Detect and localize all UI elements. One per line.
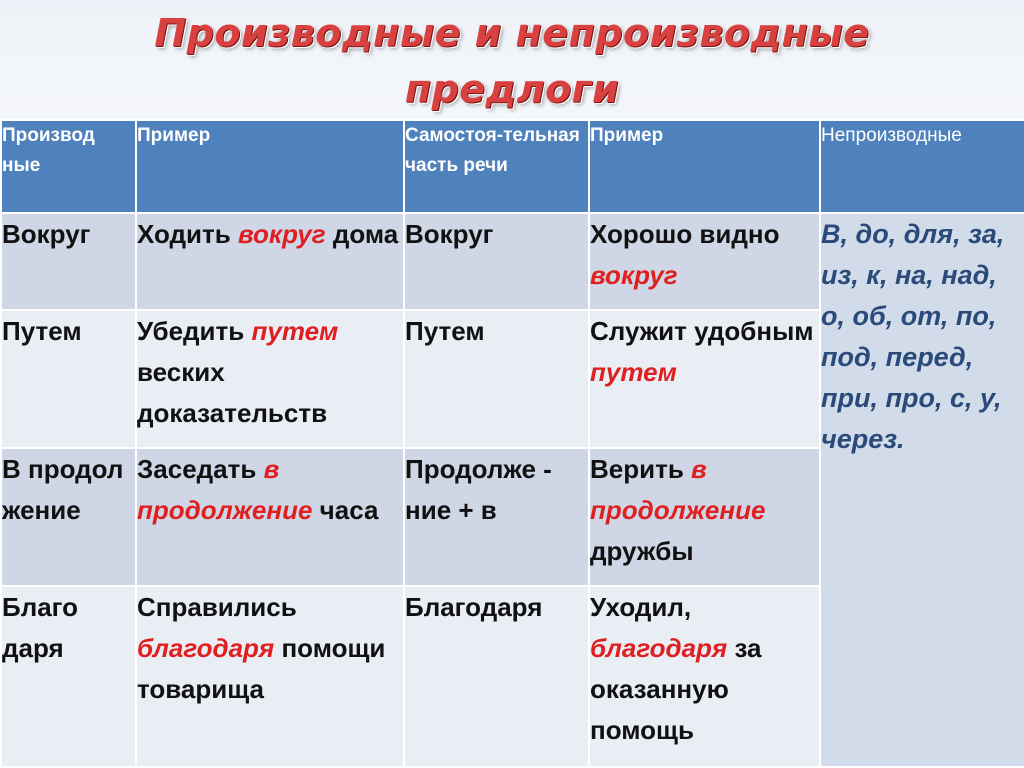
derived-cell: Вокруг: [1, 213, 136, 310]
slide-title-line2: предлоги: [404, 67, 620, 111]
header-derived: Производ ные: [1, 120, 136, 213]
example-text: Справились: [137, 591, 297, 622]
table-row: [1, 213, 1024, 310]
example-cell: [136, 310, 404, 448]
table-header-row: [1, 120, 1024, 213]
header-example: Пример: [136, 120, 404, 213]
example-text: Служит удобным: [590, 316, 814, 347]
example-cell: [136, 213, 404, 310]
example-cell: [136, 448, 404, 586]
header-part-of-speech: Самостоя-тельная часть речи: [404, 120, 589, 213]
header-example-2: Пример: [589, 120, 820, 213]
example-text: Ходить: [137, 219, 238, 250]
highlighted-preposition: путем: [590, 357, 677, 388]
header-non-derived: Непроизводные: [820, 120, 1024, 213]
example-cell: [589, 448, 820, 586]
example-text: дружбы: [590, 536, 694, 567]
example-text: Убедить: [137, 316, 252, 347]
highlighted-preposition: вокруг: [237, 219, 326, 250]
part-of-speech-cell: Благодаря: [404, 586, 589, 767]
highlighted-preposition: путем: [251, 316, 339, 347]
example-text: помощи товарища: [137, 632, 386, 704]
example-text: Уходил,: [590, 591, 692, 622]
highlighted-preposition: в продолжение: [137, 454, 313, 526]
example-text: часа: [312, 495, 379, 526]
part-of-speech-cell: Продолже - ние + в: [404, 448, 589, 586]
example-text: дома: [325, 219, 399, 250]
derived-cell: Благо даря: [1, 586, 136, 767]
non-derived-list: В, до, для, за, из, к, на, над, о, об, от, по, под, перед, при, про, с, у, через.: [820, 213, 1024, 767]
example-cell: [589, 213, 820, 310]
example-cell: [136, 586, 404, 767]
derived-cell: В продол жение: [1, 448, 136, 586]
example-text: за оказанную помощь: [590, 632, 762, 745]
example-text: Верить: [590, 454, 692, 485]
example-cell: [589, 586, 820, 767]
part-of-speech-cell: Путем: [404, 310, 589, 448]
example-text: Заседать: [137, 454, 264, 485]
highlighted-preposition: вокруг: [590, 260, 678, 291]
highlighted-preposition: в продолжение: [590, 454, 766, 526]
slide-title: [0, 6, 1024, 116]
part-of-speech-cell: Вокруг: [404, 213, 589, 310]
highlighted-preposition: благодаря: [590, 632, 728, 663]
example-text: веских доказательств: [137, 357, 328, 429]
slide-title-line1: Производные и непроизводные: [154, 11, 870, 55]
derived-cell: Путем: [1, 310, 136, 448]
example-cell: [589, 310, 820, 448]
prepositions-table: [0, 119, 1024, 768]
highlighted-preposition: благодаря: [137, 632, 275, 663]
example-text: Хорошо видно: [590, 219, 780, 250]
